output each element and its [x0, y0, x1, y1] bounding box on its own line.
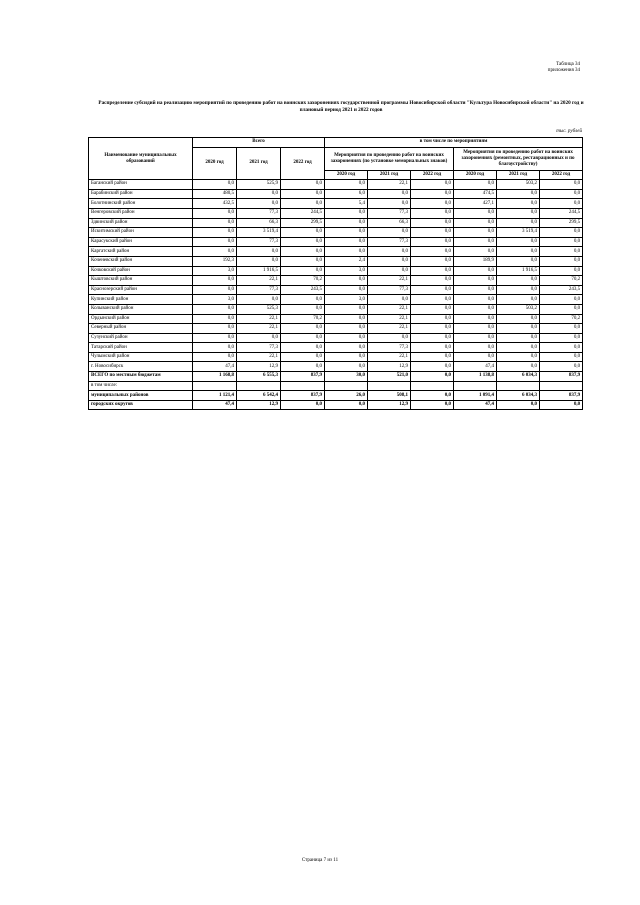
cell-value: 0,0 — [454, 285, 497, 295]
cell-value: 837,9 — [540, 372, 583, 382]
cell-value: 837,9 — [540, 391, 583, 401]
row-name: Здвинский район — [89, 218, 193, 228]
cell-value: 0,0 — [454, 343, 497, 353]
cell-value: 0,0 — [193, 180, 237, 190]
cell-value: 0,0 — [540, 304, 583, 314]
cell-value: 0,0 — [540, 180, 583, 190]
col-header-incl: в том числе по мероприятиям — [325, 138, 583, 148]
cell-value: 480,5 — [193, 189, 237, 199]
cell-value: 0,0 — [411, 228, 454, 238]
cell-value: 0,0 — [281, 400, 325, 410]
cell-value: 0,0 — [237, 256, 281, 266]
cell-value: 0,0 — [325, 247, 368, 257]
cell-value: 0,0 — [193, 237, 237, 247]
cell-value — [411, 381, 454, 391]
cell-value: 0,0 — [281, 324, 325, 334]
cell-value: 0,0 — [193, 343, 237, 353]
cell-value: 22,1 — [237, 352, 281, 362]
row-name: Татарский район — [89, 343, 193, 353]
cell-value: 0,0 — [325, 285, 368, 295]
cell-value: 0,0 — [497, 400, 540, 410]
table-body — [89, 180, 583, 410]
row-name: Баганский район — [89, 180, 193, 190]
cell-value — [497, 381, 540, 391]
cell-value: 0,0 — [497, 256, 540, 266]
table-row — [89, 228, 583, 238]
cell-value: 0,0 — [281, 199, 325, 209]
cell-value: 0,0 — [497, 247, 540, 257]
cell-value: 66,3 — [237, 218, 281, 228]
col-header-year: 2021 год — [237, 147, 281, 180]
cell-value: 70,2 — [281, 314, 325, 324]
cell-value: 0,0 — [193, 324, 237, 334]
table-row — [89, 237, 583, 247]
cell-value — [540, 381, 583, 391]
row-name: ВСЕГО по местным бюджетам — [89, 372, 193, 382]
cell-value: 0,0 — [368, 333, 411, 343]
row-name: Кыштовский район — [89, 276, 193, 286]
cell-value: 0,0 — [454, 333, 497, 343]
cell-value: 30,0 — [325, 372, 368, 382]
cell-value: 0,0 — [540, 400, 583, 410]
cell-value: 0,0 — [325, 314, 368, 324]
col-header-year: 2020 год — [454, 170, 497, 180]
row-name: Чулымский район — [89, 352, 193, 362]
cell-value: 3,0 — [193, 295, 237, 305]
cell-value: 0,0 — [540, 256, 583, 266]
cell-value: 503,2 — [497, 180, 540, 190]
cell-value: 1 091,4 — [454, 391, 497, 401]
cell-value: 243,5 — [540, 285, 583, 295]
row-name: Коченевский район — [89, 256, 193, 266]
cell-value: 77,3 — [237, 343, 281, 353]
cell-value — [454, 381, 497, 391]
cell-value: 0,0 — [368, 228, 411, 238]
cell-value: 0,0 — [497, 314, 540, 324]
cell-value: 3,0 — [325, 266, 368, 276]
cell-value: 0,0 — [411, 314, 454, 324]
col-header-year: 2022 год — [281, 147, 325, 180]
cell-value: 0,0 — [454, 218, 497, 228]
cell-value: 6 034,3 — [497, 391, 540, 401]
cell-value: 22,1 — [368, 276, 411, 286]
col-header-total: Всего — [193, 138, 325, 148]
cell-value: 0,0 — [193, 333, 237, 343]
table-row — [89, 372, 583, 382]
cell-value: 189,9 — [454, 256, 497, 266]
cell-value: 77,3 — [368, 208, 411, 218]
table-row — [89, 208, 583, 218]
cell-value: 0,0 — [411, 295, 454, 305]
cell-value: 0,0 — [454, 324, 497, 334]
cell-value: 0,0 — [454, 314, 497, 324]
cell-value: 77,3 — [368, 237, 411, 247]
cell-value: 0,0 — [454, 295, 497, 305]
cell-value: 244,5 — [281, 208, 325, 218]
cell-value: 0,0 — [325, 400, 368, 410]
cell-value: 0,0 — [325, 228, 368, 238]
cell-value: 0,0 — [368, 266, 411, 276]
cell-value — [325, 381, 368, 391]
cell-value: 0,0 — [193, 228, 237, 238]
cell-value: 0,0 — [497, 208, 540, 218]
cell-value: 0,0 — [497, 324, 540, 334]
cell-value: 0,0 — [193, 352, 237, 362]
col-header-year: 2022 год — [411, 170, 454, 180]
cell-value — [237, 381, 281, 391]
cell-value: 837,9 — [281, 391, 325, 401]
table-row — [89, 304, 583, 314]
row-name: в том числе: — [89, 381, 193, 391]
cell-value: 521,0 — [368, 372, 411, 382]
cell-value: 0,0 — [411, 304, 454, 314]
units-label: тыс. рублей — [556, 129, 582, 134]
row-name: Краснозерский район — [89, 285, 193, 295]
cell-value: 0,0 — [411, 285, 454, 295]
cell-value: 1 916,5 — [497, 266, 540, 276]
table-row — [89, 381, 583, 391]
cell-value: 0,0 — [540, 324, 583, 334]
cell-value: 0,0 — [368, 295, 411, 305]
cell-value: 0,0 — [540, 295, 583, 305]
cell-value: 12,9 — [237, 362, 281, 372]
row-name: Болотнинский район — [89, 199, 193, 209]
cell-value: 0,0 — [411, 266, 454, 276]
cell-value: 0,0 — [325, 352, 368, 362]
cell-value: 0,0 — [540, 343, 583, 353]
cell-value: 77,3 — [368, 343, 411, 353]
table-row — [89, 391, 583, 401]
cell-value: 5,4 — [325, 199, 368, 209]
table-row — [89, 314, 583, 324]
cell-value: 0,0 — [454, 276, 497, 286]
cell-value: 70,2 — [281, 276, 325, 286]
cell-value: 0,0 — [325, 218, 368, 228]
cell-value: 77,3 — [368, 285, 411, 295]
cell-value: 0,0 — [454, 266, 497, 276]
cell-value: 0,0 — [411, 189, 454, 199]
table-row — [89, 400, 583, 410]
table-row — [89, 352, 583, 362]
col-header-year: 2020 год — [325, 170, 368, 180]
cell-value: 0,0 — [497, 189, 540, 199]
table-row — [89, 256, 583, 266]
table-label: Таблица 34 — [556, 62, 580, 67]
cell-value: 0,0 — [411, 343, 454, 353]
cell-value: 503,2 — [497, 304, 540, 314]
cell-value: 0,0 — [281, 256, 325, 266]
cell-value: 525,3 — [237, 304, 281, 314]
cell-value: 432,5 — [193, 199, 237, 209]
cell-value: 26,0 — [325, 391, 368, 401]
row-name: Ордынский район — [89, 314, 193, 324]
appendix-label: приложения 34 — [547, 68, 580, 73]
cell-value: 6 542,4 — [237, 391, 281, 401]
col-header-year: 2020 год — [193, 147, 237, 180]
cell-value: 0,0 — [540, 266, 583, 276]
row-name: городских округов — [89, 400, 193, 410]
cell-value: 0,0 — [281, 180, 325, 190]
page-footer: Страница 7 из 11 — [301, 858, 339, 863]
cell-value: 0,0 — [281, 352, 325, 362]
cell-value: 0,0 — [497, 295, 540, 305]
cell-value: 0,0 — [497, 237, 540, 247]
cell-value: 47,4 — [193, 362, 237, 372]
col-header-year: 2021 год — [497, 170, 540, 180]
col-header-group2: Мероприятия по проведению работ на воинских захоронениях (ремонтных, реставрационных и по благоустройству) — [454, 147, 583, 170]
cell-value: 0,0 — [411, 400, 454, 410]
cell-value: 12,9 — [368, 400, 411, 410]
cell-value: 22,1 — [237, 314, 281, 324]
row-name: Барабинский район — [89, 189, 193, 199]
cell-value: 0,0 — [193, 285, 237, 295]
cell-value: 0,0 — [193, 314, 237, 324]
cell-value: 0,0 — [281, 266, 325, 276]
cell-value: 66,3 — [368, 218, 411, 228]
cell-value: 299,5 — [540, 218, 583, 228]
cell-value: 0,0 — [497, 285, 540, 295]
cell-value: 0,0 — [281, 247, 325, 257]
cell-value: 0,0 — [325, 208, 368, 218]
cell-value: 0,0 — [237, 333, 281, 343]
cell-value: 0,0 — [497, 333, 540, 343]
row-name: Колыванский район — [89, 304, 193, 314]
cell-value: 474,5 — [454, 189, 497, 199]
cell-value: 0,0 — [411, 247, 454, 257]
cell-value: 0,0 — [411, 276, 454, 286]
cell-value: 0,0 — [281, 362, 325, 372]
cell-value: 0,0 — [411, 372, 454, 382]
cell-value: 0,0 — [325, 324, 368, 334]
cell-value: 0,0 — [193, 276, 237, 286]
cell-value: 0,0 — [540, 199, 583, 209]
cell-value: 0,0 — [193, 247, 237, 257]
cell-value: 0,0 — [454, 208, 497, 218]
cell-value: 0,0 — [281, 295, 325, 305]
cell-value: 0,0 — [411, 237, 454, 247]
cell-value: 6 034,3 — [497, 372, 540, 382]
cell-value: 192,3 — [193, 256, 237, 266]
cell-value: 0,0 — [411, 180, 454, 190]
table-row — [89, 285, 583, 295]
cell-value: 0,0 — [193, 218, 237, 228]
cell-value: 47,4 — [454, 362, 497, 372]
cell-value: 3 519,4 — [237, 228, 281, 238]
cell-value: 244,5 — [540, 208, 583, 218]
cell-value — [281, 381, 325, 391]
cell-value: 6,0 — [325, 189, 368, 199]
cell-value: 0,0 — [497, 343, 540, 353]
cell-value: 0,0 — [411, 256, 454, 266]
table-row — [89, 343, 583, 353]
table-row — [89, 247, 583, 257]
cell-value: 0,0 — [454, 228, 497, 238]
cell-value: 0,0 — [411, 199, 454, 209]
cell-value: 0,0 — [411, 333, 454, 343]
cell-value: 70,2 — [540, 276, 583, 286]
table-row — [89, 189, 583, 199]
cell-value: 0,0 — [454, 180, 497, 190]
table-row — [89, 324, 583, 334]
cell-value: 0,0 — [237, 247, 281, 257]
cell-value: 0,0 — [540, 362, 583, 372]
table-row — [89, 180, 583, 190]
table-number — [548, 62, 580, 74]
cell-value: 0,0 — [540, 228, 583, 238]
table-row — [89, 295, 583, 305]
cell-value: 0,0 — [497, 199, 540, 209]
cell-value: 12,9 — [237, 400, 281, 410]
cell-value: 0,0 — [281, 189, 325, 199]
row-name: Купинский район — [89, 295, 193, 305]
cell-value: 0,0 — [540, 247, 583, 257]
cell-value: 0,0 — [325, 180, 368, 190]
cell-value: 0,0 — [411, 391, 454, 401]
row-name: Кочковский район — [89, 266, 193, 276]
cell-value: 0,0 — [368, 256, 411, 266]
cell-value: 0,0 — [281, 304, 325, 314]
cell-value: 3 519,4 — [497, 228, 540, 238]
cell-value: 1 168,8 — [193, 372, 237, 382]
cell-value: 70,2 — [540, 314, 583, 324]
cell-value — [193, 381, 237, 391]
cell-value: 0,0 — [237, 295, 281, 305]
row-name: муниципальных районов — [89, 391, 193, 401]
cell-value: 0,0 — [237, 199, 281, 209]
table-row — [89, 333, 583, 343]
row-name: Искитимский район — [89, 228, 193, 238]
cell-value: 1 121,4 — [193, 391, 237, 401]
cell-value: 0,0 — [281, 343, 325, 353]
cell-value: 22,1 — [368, 180, 411, 190]
cell-value: 47,4 — [193, 400, 237, 410]
cell-value: 22,1 — [237, 324, 281, 334]
cell-value: 0,0 — [193, 304, 237, 314]
row-name: Сузунский район — [89, 333, 193, 343]
cell-value: 0,0 — [325, 333, 368, 343]
cell-value: 0,0 — [497, 362, 540, 372]
cell-value: 0,0 — [497, 218, 540, 228]
cell-value: 837,9 — [281, 372, 325, 382]
cell-value: 0,0 — [411, 324, 454, 334]
cell-value: 77,3 — [237, 208, 281, 218]
table-row — [89, 276, 583, 286]
cell-value: 22,1 — [368, 352, 411, 362]
subsidy-table — [88, 137, 583, 410]
cell-value: 0,0 — [368, 247, 411, 257]
row-name: Венгеровский район — [89, 208, 193, 218]
cell-value: 3,0 — [325, 295, 368, 305]
cell-value: 0,0 — [497, 276, 540, 286]
cell-value: 0,0 — [237, 189, 281, 199]
cell-value: 22,1 — [237, 276, 281, 286]
cell-value: 0,0 — [281, 333, 325, 343]
cell-value: 0,0 — [411, 352, 454, 362]
cell-value: 22,1 — [368, 324, 411, 334]
cell-value: 0,0 — [540, 237, 583, 247]
cell-value: 0,0 — [454, 237, 497, 247]
cell-value — [368, 381, 411, 391]
cell-value: 525,9 — [237, 180, 281, 190]
cell-value: 0,0 — [368, 199, 411, 209]
col-header-name: Наименование муниципальных образований — [89, 138, 193, 180]
cell-value: 0,0 — [411, 218, 454, 228]
table-row — [89, 199, 583, 209]
cell-value: 22,1 — [368, 304, 411, 314]
cell-value: 22,1 — [368, 314, 411, 324]
cell-value: 3,0 — [193, 266, 237, 276]
cell-value: 0,0 — [497, 352, 540, 362]
cell-value: 0,0 — [325, 343, 368, 353]
cell-value: 6 555,3 — [237, 372, 281, 382]
row-name: Карасукский район — [89, 237, 193, 247]
cell-value: 2,4 — [325, 256, 368, 266]
cell-value: 0,0 — [325, 276, 368, 286]
cell-value: 0,0 — [454, 247, 497, 257]
document-title: Распределение субсидий на реализацию мероприятий по проведению работ на воинских захоронениях государственной программы Новосибирской области "Культура Новосибирской области" на 2020 год и плановый период 2021 и 2022 годов — [98, 100, 584, 113]
cell-value: 47,4 — [454, 400, 497, 410]
cell-value: 0,0 — [540, 333, 583, 343]
table-row — [89, 266, 583, 276]
cell-value: 299,5 — [281, 218, 325, 228]
cell-value: 508,1 — [368, 391, 411, 401]
cell-value: 0,0 — [540, 352, 583, 362]
cell-value: 0,0 — [281, 237, 325, 247]
cell-value: 1 138,8 — [454, 372, 497, 382]
cell-value: 1 916,5 — [237, 266, 281, 276]
col-header-year: 2021 год — [368, 170, 411, 180]
cell-value: 77,3 — [237, 285, 281, 295]
cell-value: 243,5 — [281, 285, 325, 295]
row-name: Каргатский район — [89, 247, 193, 257]
table-row — [89, 362, 583, 372]
cell-value: 77,3 — [237, 237, 281, 247]
cell-value: 0,0 — [325, 237, 368, 247]
col-header-year: 2022 год — [540, 170, 583, 180]
cell-value: 0,0 — [325, 362, 368, 372]
cell-value: 0,0 — [325, 304, 368, 314]
table-row — [89, 218, 583, 228]
cell-value: 0,0 — [411, 362, 454, 372]
cell-value: 0,0 — [193, 208, 237, 218]
row-name: Северный район — [89, 324, 193, 334]
cell-value: 0,0 — [411, 208, 454, 218]
row-name: г. Новосибирск — [89, 362, 193, 372]
cell-value: 0,0 — [454, 352, 497, 362]
cell-value: 0,0 — [540, 189, 583, 199]
col-header-group1: Мероприятия по проведению работ на воинских захоронениях (по установке мемориальных знаков) — [325, 147, 454, 170]
cell-value: 0,0 — [454, 304, 497, 314]
cell-value: 0,0 — [281, 228, 325, 238]
cell-value: 0,0 — [368, 189, 411, 199]
cell-value: 12,9 — [368, 362, 411, 372]
cell-value: 427,1 — [454, 199, 497, 209]
